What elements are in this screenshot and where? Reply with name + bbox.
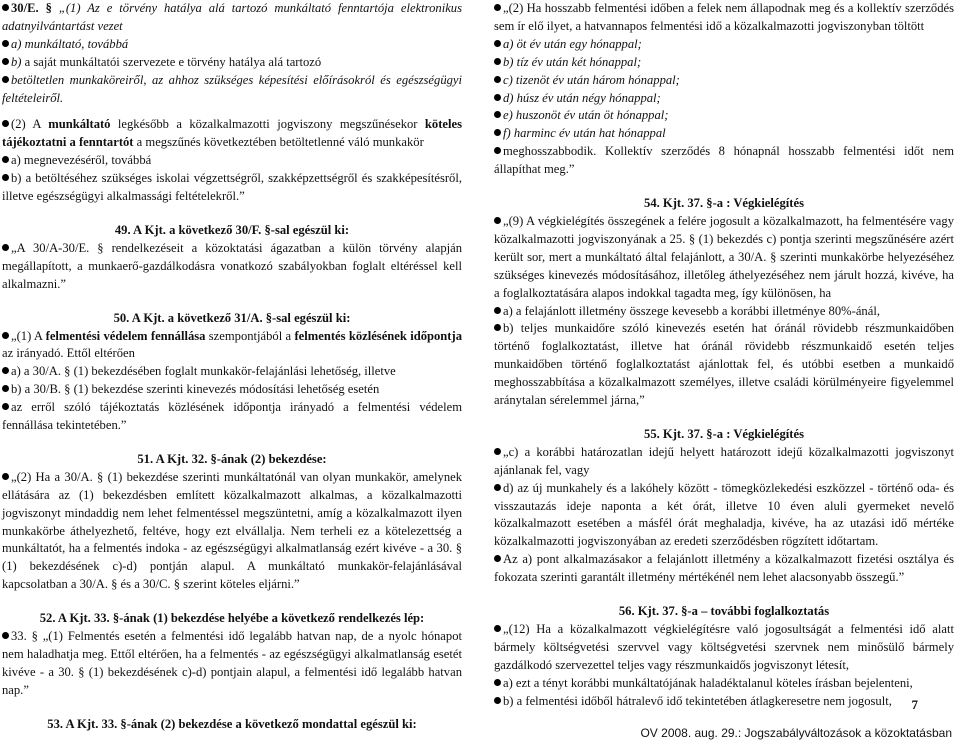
bullet-icon xyxy=(494,555,501,562)
bullet-icon xyxy=(2,40,9,47)
page-number: 7 xyxy=(911,697,918,712)
bullet-icon xyxy=(2,367,9,374)
bullet-icon xyxy=(494,448,501,455)
bullet-icon xyxy=(2,473,9,480)
paragraph-54: „(9) A végkielégítés összegének a felére jogosult a közalkalmazott, ha felmentésére vagy közalkalmazotti jogviszonyának a 25. § (1) bekezdés c) pontja szerinti megszűnésére azért került sor, mert a munkáltató által felajánlott, a 30/A. § szerinti munkakörbe helyezéséhez szükséges kinevezés módosításához, illetőleg áthelyezéséhez nem járult hozzá, kivéve, ha a foglalkoztatására alapos indokkal tagadta meg, így különösen, ha a) a felajánlott illetmény összege kevesebb a korábbi illetménye 80%-ánál, b) teljes munkaidőre szóló kinevezés esetén hat óránál rövidebb részmunkaidőben történő foglalkoztatást, illetve hat óránál rövidebb részmunkaidő esetén teljes munkaidőben történő foglalkoztatást ajánlottak fel, és utóbbi esetben a munkaidő meghosszabbítása a közalkalmazott személyes, illetve családi körülményeire figyelemmel aránytalan sérelemmel járna,” xyxy=(494,213,954,408)
bullet-icon xyxy=(494,4,501,11)
paragraph-49: „A 30/A-30/E. § rendelkezéseit a közoktatási ágazatban a külön törvény alapján megállapított, a munkaerő-gazdálkodásra vonatkozó szabályokban foglalt eltéréssel kell alkalmazni.” xyxy=(2,240,462,291)
heading-52: 52. A Kjt. 33. §-ának (1) bekezdése helyébe a következő rendelkezés lép: xyxy=(39,611,425,626)
bullet-icon xyxy=(494,94,501,101)
bullet-icon xyxy=(2,174,9,181)
paragraph-52: 33. § „(1) Felmentés esetén a felmentési idő legalább hatvan nap, de a nyolc hónapot nem haladhatja meg. Ettől eltérően, ha a felmentés - az egészségügyi alkalmatlanság esetét kivéve - a 30. § (1) bekezdésének c)-d) pontjain alapul, a felmentési idő legalább hatvan nap.” xyxy=(2,629,462,697)
bullet-icon xyxy=(2,403,9,410)
bullet-icon xyxy=(494,697,501,704)
heading-55: 55. Kjt. 37. §-a : Végkielégítés xyxy=(644,426,804,441)
heading-54: 54. Kjt. 37. §-a : Végkielégítés xyxy=(644,196,804,211)
heading-56: 56. Kjt. 37. §-a – további foglalkoztatás xyxy=(618,604,830,619)
bullet-icon xyxy=(494,76,501,83)
bullet-icon xyxy=(2,632,9,639)
bullet-icon xyxy=(494,58,501,65)
heading-51: 51. A Kjt. 32. §-ának (2) bekezdése: xyxy=(137,451,327,466)
bullet-icon xyxy=(2,76,9,83)
paragraph-50: „(1) A felmentési védelem fennállása szempontjából a felmentés közlésének időpontja az irányadó. Ettől eltérően a) a 30/A. § (1) bekezdésében foglalt munkakör-felajánlási lehetőség, illetve b) a 30/B. § (1) bekezdése szerinti kinevezés módosítási lehetőség esetén az erről szóló tájékoztatás közlésének időpontja irányadó a felmentési védelem fennállása tekintetében.” xyxy=(2,328,462,433)
right-column xyxy=(494,0,954,711)
heading-49: 49. A Kjt. a következő 30/F. §-sal egészül ki: xyxy=(114,222,350,237)
bullet-icon xyxy=(494,129,501,136)
heading-53: 53. A Kjt. 33. §-ának (2) bekezdése a következő mondattal egészül ki: xyxy=(47,716,417,731)
page-footer: OV 2008. aug. 29.: Jogszabályváltozások a közoktatásban xyxy=(640,726,952,740)
bullet-icon xyxy=(494,147,501,154)
paragraph-56: „(12) Ha a közalkalmazott végkielégítésre való jogosultságát a felmentési idő alatt bármely költségvetési szervvel vagy költségvetési szervnek nem minősülő bármely gazdálkodó szervezettel teljes vagy részmunkaidős jogviszonyt létesít, a) ezt a tényt korábbi munkáltatójának haladéktalanul köteles írásban bejelenteni, b) a felmentési időből hátralevő idő tekintetében átlagkeresetre nem jogosult, xyxy=(494,622,954,708)
paragraph-55: „c) a korábbi határozatlan idejű helyett határozott idejű közalkalmazotti jogviszonyt ajánlanak fel, vagy d) az új munkahely és a lakóhely között - tömegközlekedési eszközzel - történő oda- és visszautazás ideje naponta a két órát, illetve 10 éven aluli gyermeket nevelő közalkalmazott esetében a másfél órát meghaladja, kivéve, ha az utazási idő mértéke közalkalmazotti jogviszonyában az eredeti szerződésben rögzített időtartam. Az a) pont alkalmazásakor a felajánlott illetmény a közalkalmazott fizetési osztálya és fokozata szerinti garantált illetmény mértékénél nem lehet alacsonyabb összegű.” xyxy=(494,444,954,585)
paragraph-30e-2: (2) A munkáltató legkésőbb a közalkalmazotti jogviszony megszűnésekor köteles tájékoztatni a fenntartót a megszűnés következtében betöltetlenné váló munkakör a) megnevezéséről, továbbá b) a betöltéséhez szükséges iskolai végzettségről, szakképzettségről és szakképesítésről, illetve egészségügyi alkalmassági feltételekről.” xyxy=(2,117,462,204)
bullet-icon xyxy=(494,484,501,491)
bullet-icon xyxy=(494,217,501,224)
bullet-icon xyxy=(2,58,9,65)
paragraph-33-2: „(2) Ha hosszabb felmentési időben a felek nem állapodnak meg és a kollektív szerződés sem ír elő ilyet, a hatvannapos felmentési idő a közalkalmazotti jogviszonyban töltött a) öt év után egy hónappal; b) tíz év után két hónappal; c) tizenöt év után három hónappal; d) húsz év után négy hónappal; e) huszonöt év után öt hónappal; f) harminc év után hat hónappal meghosszabbodik. Kollektív szerződés 8 hónapnál hosszabb felmentési időt nem állapíthat meg.” xyxy=(494,1,954,177)
bullet-icon xyxy=(2,332,9,339)
paragraph-51: „(2) Ha a 30/A. § (1) bekezdése szerinti munkáltatónál van olyan munkakör, amelynek ellátására az (1) bekezdésben említett közalkalmazott alkalmas, a közalkalmazotti jogviszonyt mindaddig nem lehet felmentéssel megszüntetni, amíg a közalkalmazott ilyen munkakörbe áthelyezhető, feltéve, hogy ezt elvállalja. Nem terheli ez a kötelezettség a munkáltatót, ha a felmentés indoka - az egészségügyi alkalmatlanság ezért kivéve - a 30. § (1) bekezdésének c)-d) pontján alapul. A munkáltató munkakör-felajánlásával kapcsolatban a 30/A. § és a 30/C. § szerint köteles eljárni.” xyxy=(2,469,462,592)
bullet-icon xyxy=(494,324,501,331)
bullet-icon xyxy=(494,307,501,314)
bullet-icon xyxy=(2,156,9,163)
heading-50: 50. A Kjt. a következő 31/A. §-sal egészül ki: xyxy=(113,310,351,325)
bullet-icon xyxy=(2,120,9,127)
bullet-icon xyxy=(2,385,9,392)
bullet-icon xyxy=(2,244,9,251)
bullet-icon xyxy=(494,40,501,47)
bullet-icon xyxy=(494,625,501,632)
paragraph-30e: 30/E. § „(1) Az e törvény hatálya alá tartozó munkáltató fenntartója elektronikus adatnyilvántartást vezet a) munkáltató, továbbá b) a saját munkáltatói szervezete e törvény hatálya alá tartozó betöltetlen munkaköreiről, az ahhoz szükséges képesítési előírásokról és egészségügyi feltételeiről. xyxy=(2,1,462,105)
bullet-icon xyxy=(494,679,501,686)
left-column xyxy=(2,0,462,734)
bullet-icon xyxy=(494,111,501,118)
bullet-icon xyxy=(2,4,9,11)
